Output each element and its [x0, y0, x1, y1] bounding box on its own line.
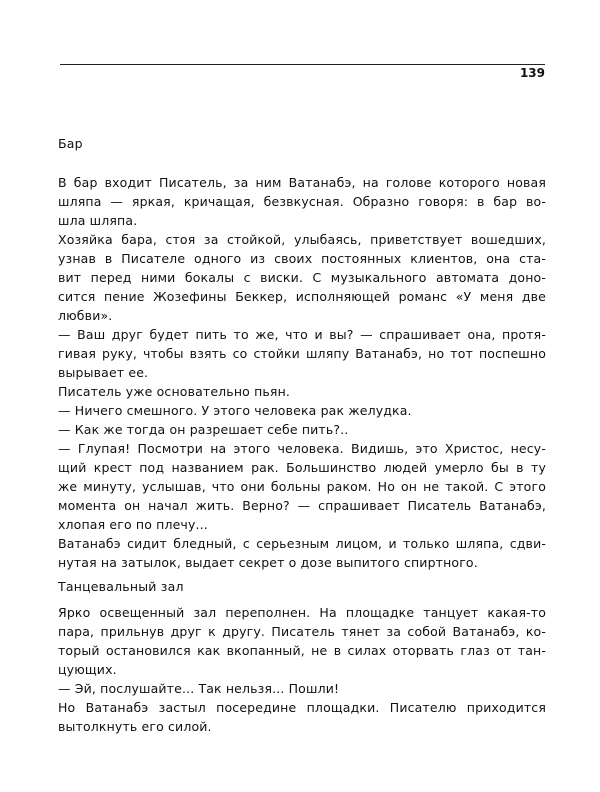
text-line: узнав в Писателе одного из своих постоянных клиентов, она ста-: [58, 251, 546, 266]
text-line: цующих.: [58, 662, 117, 677]
text-line: Ватанабэ сидит бледный, с серьезным лицом, и только шляпа, сдви-: [58, 536, 546, 551]
text-line: — Ничего смешного. У этого человека рак желудка.: [58, 403, 412, 418]
text-line: Ярко освещенный зал переполнен. На площадке танцует какая-то: [58, 605, 546, 620]
text-line: — Глупая! Посмотри на этого человека. Видишь, это Христос, несу-: [58, 441, 546, 456]
page-number: 139: [519, 66, 545, 80]
text-line: вытолкнуть его силой.: [58, 719, 212, 734]
text-line: — Как же тогда он разрешает себе пить?..: [58, 422, 349, 437]
paragraph: [58, 603, 546, 736]
text-line: хлопая его по плечу...: [58, 517, 208, 532]
text-line: вырывает ее.: [58, 365, 149, 380]
text-line: Но Ватанабэ застыл посередине площадки. Писателю приходится: [58, 700, 546, 715]
text-line: шляпа — яркая, кричащая, безвкусная. Образно говоря: в бар во-: [58, 194, 546, 209]
text-line: щий крест под названием рак. Большинство людей умерло бы в ту: [58, 460, 546, 475]
text-line: Писатель уже основательно пьян.: [58, 384, 291, 399]
text-line: — Ваш друг будет пить то же, что и вы? — спрашивает она, протя-: [58, 327, 546, 342]
text-line: шла шляпа.: [58, 213, 138, 228]
text-line: сится пение Жозефины Беккер, исполняющей романс «У меня две: [58, 289, 546, 304]
text-line: пара, прильнув друг к другу. Писатель тянет за собой Ватанабэ, ко-: [58, 624, 546, 639]
text-line: нутая на затылок, выдает секрет о дозе выпитого спиртного.: [58, 555, 478, 570]
section-heading-dance-hall: Танцевальный зал: [58, 579, 184, 594]
text-line: Хозяйка бара, стоя за стойкой, улыбаясь, приветствует вошедших,: [58, 232, 546, 247]
header-rule: [60, 64, 545, 65]
text-line: любви».: [58, 308, 113, 323]
text-line: момента он начал жить. Верно? — спрашивает Писатель Ватанабэ,: [58, 498, 546, 513]
text-line: вит перед ними бокалы с виски. С музыкального автомата доно-: [58, 270, 546, 285]
text-line: же минуту, услышав, что они больны раком. Но он не такой. С этого: [58, 479, 546, 494]
text-line: торый остановился как вкопанный, не в силах оторвать глаз от тан-: [58, 643, 546, 658]
text-line: гивая руку, чтобы взять со стойки шляпу Ватанабэ, но тот поспешно: [58, 346, 546, 361]
text-line: — Эй, послушайте... Так нельзя... Пошли!: [58, 681, 340, 696]
section-heading-bar: Бар: [58, 136, 83, 151]
text-line: В бар входит Писатель, за ним Ватанабэ, на голове которого новая: [58, 175, 546, 190]
paragraph: [58, 173, 546, 572]
